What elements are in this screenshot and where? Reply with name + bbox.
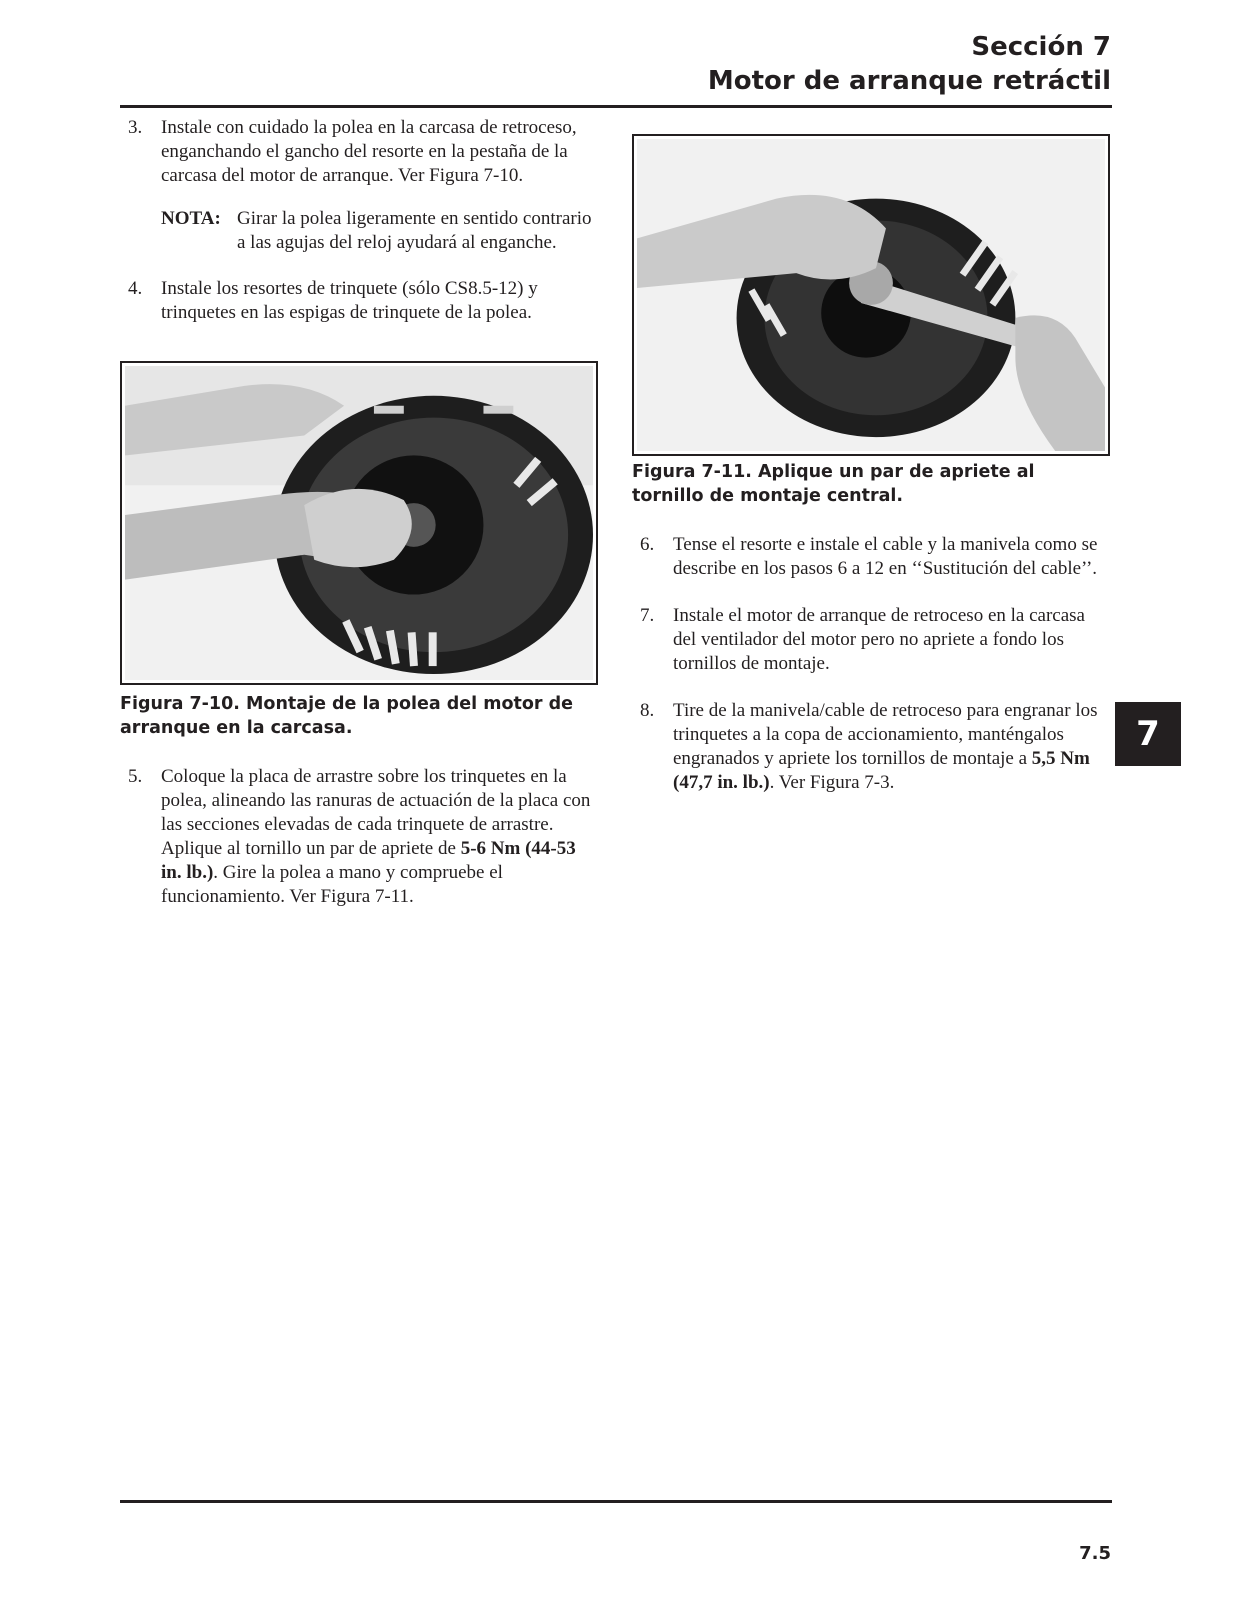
step-8: [632, 699, 1110, 795]
header-rule: [120, 105, 1112, 108]
step-text: [673, 700, 1098, 793]
step-text-part: . Ver Figura 7-3.: [769, 772, 895, 793]
step-text: [161, 766, 590, 907]
figure-7-11-photo: [632, 134, 1110, 456]
step-3: [120, 116, 598, 188]
step-number: 5.: [128, 766, 143, 787]
torque-spec: 5-6 Nm (44-53 in. lb.): [161, 838, 576, 883]
left-column: [120, 116, 598, 909]
step-number: 7.: [640, 605, 655, 626]
step-text-part: Coloque la placa de arrastre sobre los trinquetes en la polea, alineando las ranuras de actuación de la placa con las secciones elevadas de cada trinquete de arrastre. Aplique al tornillo un par de apriete de: [161, 766, 591, 859]
section-title: Motor de arranque retráctil: [707, 66, 1111, 96]
step-text: Instale con cuidado la polea en la carcasa de retroceso, enganchando el gancho del resorte en la pestaña de la carcasa del motor de arranque. Ver Figura 7-10.: [161, 117, 577, 186]
right-column: [632, 134, 1110, 795]
footer-rule: [120, 1500, 1112, 1503]
figure-7-10-caption: Figura 7-10. Montaje de la polea del motor de arranque en la carcasa.: [120, 694, 573, 738]
step-text: Tense el resorte e instale el cable y la manivela como se describe en los pasos 6 a 12 en ‘‘Sustitución del cable’’.: [673, 534, 1098, 579]
pulley-housing-illustration: [125, 366, 593, 680]
note-label: NOTA:: [161, 208, 221, 229]
section-header: [708, 30, 1111, 98]
step-7: [632, 604, 1110, 676]
step-6: [632, 533, 1110, 581]
figure-7-10-photo: [120, 361, 598, 685]
step-number: 4.: [128, 278, 143, 299]
step-number: 6.: [640, 534, 655, 555]
step-4: [120, 277, 598, 325]
step-text: Instale los resortes de trinquete (sólo CS8.5-12) y trinquetes en las espigas de trinquete de la polea.: [161, 278, 538, 323]
note: [120, 207, 598, 255]
step-number: 3.: [128, 117, 143, 138]
section-tab: 7: [1115, 702, 1181, 766]
step-text-part: Tire de la manivela/cable de retroceso para engranar los trinquetes a la copa de accionamiento, manténgalos engranados y apriete los tornillos de montaje a: [673, 700, 1098, 769]
page-number: 7.5: [1079, 1543, 1111, 1564]
step-text-part: . Gire la polea a mano y compruebe el funcionamiento. Ver Figura 7-11.: [161, 862, 503, 907]
torque-spec: 5,5 Nm (47,7 in. lb.): [673, 748, 1090, 793]
step-5: [120, 765, 598, 909]
figure-7-11-caption: Figura 7-11. Aplique un par de apriete al tornillo de montaje central.: [632, 462, 1035, 506]
step-text: Instale el motor de arranque de retroceso en la carcasa del ventilador del motor pero no apriete a fondo los tornillos de montaje.: [673, 605, 1085, 674]
step-number: 8.: [640, 700, 655, 721]
section-number: Sección 7: [971, 32, 1111, 62]
torque-wrench-illustration: [637, 139, 1105, 451]
note-text: Girar la polea ligeramente en sentido contrario a las agujas del reloj ayudará al enganche.: [237, 208, 592, 253]
